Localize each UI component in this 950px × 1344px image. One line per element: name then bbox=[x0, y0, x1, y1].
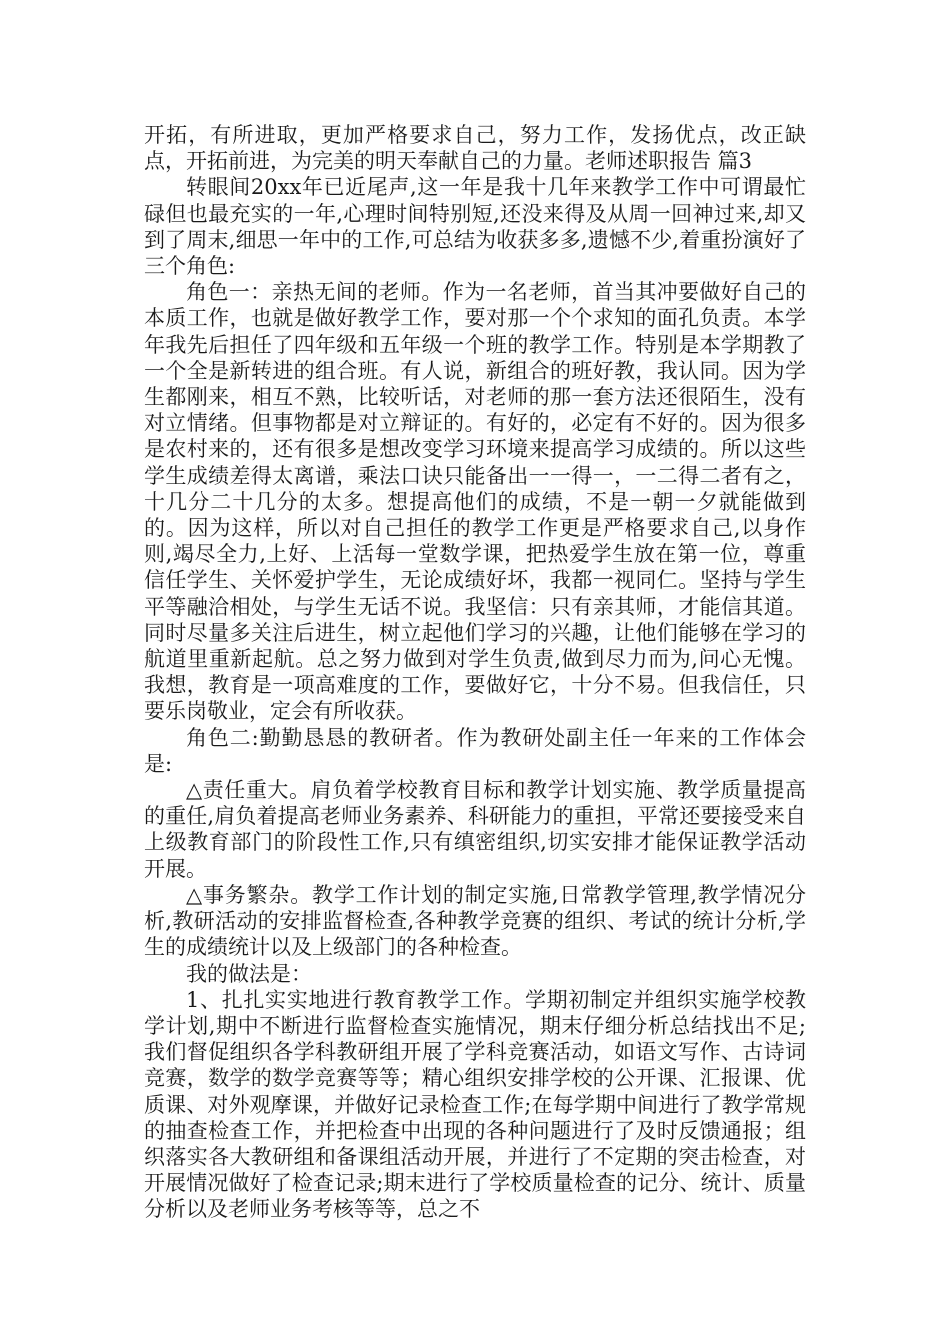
paragraph-1: 开拓，有所进取，更加严格要求自己，努力工作，发扬优点，改正缺点，开拓前进，为完美的明天奉献自己的力量。老师述职报告 篇3 bbox=[144, 123, 806, 174]
paragraph-2: 转眼间20xx年已近尾声,这一年是我十几年来教学工作中可谓最忙碌但也最充实的一年,心理时间特别短,还没来得及从周一回神过来,却又到了周末,细思一年中的工作,可总结为收获多多,遗憾不少,着重扮演好了三个角色: bbox=[144, 175, 806, 279]
paragraph-7: 我的做法是： bbox=[186, 961, 312, 986]
document-page bbox=[144, 122, 806, 1223]
paragraph-6: △事务繁杂。教学工作计划的制定实施,日常教学管理,教学情况分析,教研活动的安排监督检查,各种教学竞赛的组织、考试的统计分析,学生的成绩统计以及上级部门的各种检查。 bbox=[144, 882, 806, 960]
paragraph-8: 1、扎扎实实地进行教育教学工作。学期初制定并组织实施学校教学计划,期中不断进行监督检查实施情况，期末仔细分析总结找出不足;我们督促组织各学科教研组开展了学科竞赛活动，如语文写作、古诗词竞赛，数学的数学竞赛等等；精心组织安排学校的公开课、汇报课、优质课、对外观摩课，并做好记录检查工作;在每学期中间进行了教学常规的抽查检查工作，并把检查中出现的各种问题进行了及时反馈通报；组织落实各大教研组和备课组活动开展，并进行了不定期的突击检查，对开展情况做好了检查记录;期末进行了学校质量检查的记分、统计、质量分析以及老师业务考核等等，总之不 bbox=[144, 987, 806, 1222]
paragraph-3: 角色一：亲热无间的老师。作为一名老师，首当其冲要做好自己的本质工作，也就是做好教学工作，要对那一个个求知的面孔负责。本学年我先后担任了四年级和五年级一个班的教学工作。特别是本学期教了一个全是新转进的组合班。有人说，新组合的班好教，我认同。因为学生都刚来，相互不熟，比较听话，对老师的那一套方法还很陌生，没有对立情绪。但事物都是对立辩证的。有好的，必定有不好的。因为很多是农村来的，还有很多是想改变学习环境来提高学习成绩的。所以这些学生成绩差得太离谱，乘法口诀只能备出一一得一，一二得二者有之，十几分二十几分的太多。想提高他们的成绩，不是一朝一夕就能做到的。因为这样，所以对自己担任的教学工作更是严格要求自己,以身作则,竭尽全力,上好、上活每一堂数学课，把热爱学生放在第一位，尊重信任学生、关怀爱护学生，无论成绩好坏，我都一视同仁。坚持与学生平等融洽相处，与学生无话不说。我坚信：只有亲其师，才能信其道。同时尽量多关注后进生，树立起他们学习的兴趣，让他们能够在学习的航道里重新起航。总之努力做到对学生负责,做到尽力而为,问心无愧。我想，教育是一项高难度的工作，要做好它，十分不易。但我信任，只要乐岗敬业，定会有所收获。 bbox=[144, 280, 806, 724]
paragraph-5: △责任重大。肩负着学校教育目标和教学计划实施、教学质量提高的重任,肩负着提高老师业务素养、科研能力的重担，平常还要接受来自上级教育部门的阶段性工作,只有缜密组织,切实安排才能保证教学活动开展。 bbox=[144, 778, 806, 881]
paragraph-4: 角色二:勤勤恳恳的教研者。作为教研处副主任一年来的工作体会是: bbox=[144, 725, 806, 776]
